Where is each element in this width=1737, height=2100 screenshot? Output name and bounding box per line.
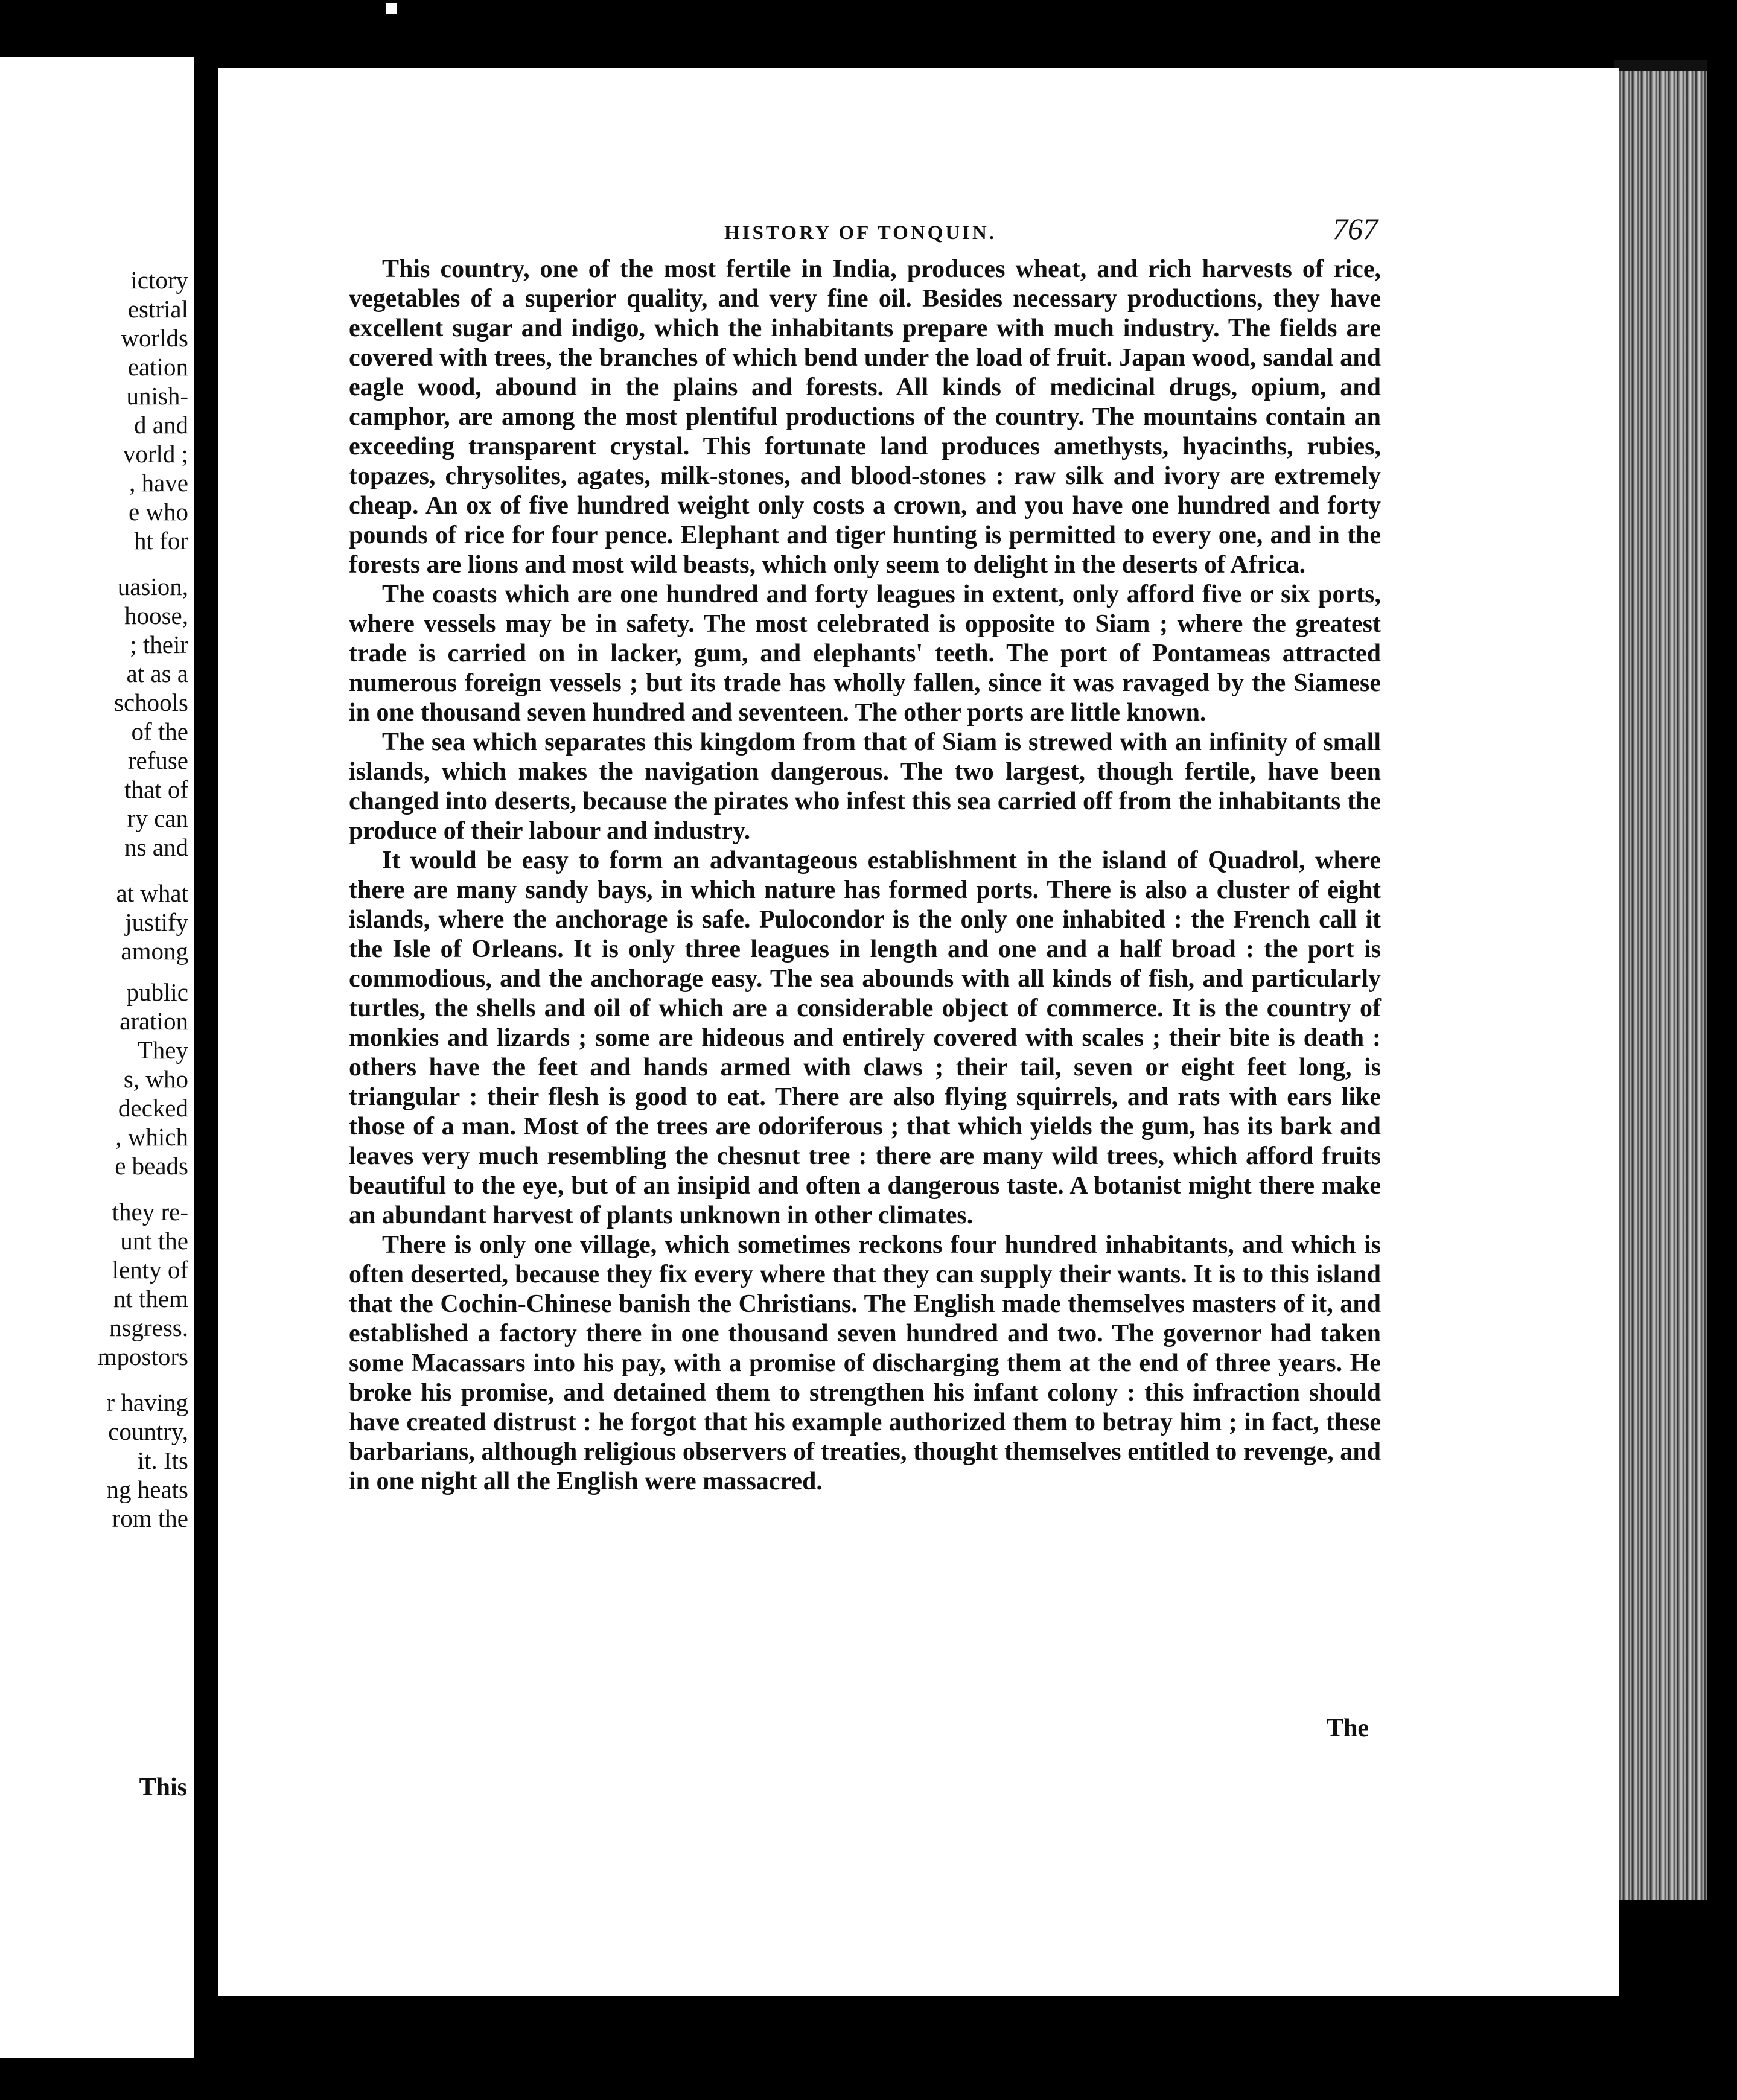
paragraph: It would be easy to form an advantageous establishment in the island of Quadrol, where there are many sandy bays, in which nature has formed ports. There is also a cluster of eight islands, where the anchorage is safe. Pulocondor is the only one inhabited : the French call it the Isle of Orleans. It is only three leagues in length and one and a half broad : the port is commodious, and the anchorage easy. The sea abounds with all kinds of fish, and particularly turtles, the shells and oil of which are a considerable object of commerce. It is the country of monkies and lizards ; some are hideous and entirely covered with scales ; their bite is death : others have the feet and hands armed with claws ; their tail, seven or eight feet long, is triangular : their flesh is good to eat. There are also flying squirrels, and rats with ears like those of a man. Most of the trees are odoriferous ; that which yields the gum, has its bark and leaves very much resembling the chesnut tree : there are many wild trees, which afford fruits beautiful to the eye, but of an insipid and often a dangerous taste. A botanist might there make an abundant harvest of plants unknown in other climates. xyxy=(349,847,1381,1229)
left-page-line: ng heats xyxy=(106,1475,188,1503)
left-page-line: , have xyxy=(129,469,188,497)
left-page-line: they re- xyxy=(112,1198,188,1226)
left-page-fragment xyxy=(0,57,194,2058)
left-page-line: among xyxy=(121,937,188,965)
paragraph: This country, one of the most fertile in India, produces wheat, and rich harvests of rice, vegetables of a superior quality, and very fine oil. Besides necessary productions, they have excellent sugar and indigo, which the inhabitants prepare with much industry. The fields are covered with trees, the branches of which bend under the load of fruit. Japan wood, sandal and eagle wood, abound in the plains and forests. All kinds of medicinal drugs, opium, and camphor, are among the most plentiful productions of the country. The mountains contain an exceeding transparent crystal. This fortunate land produces amethysts, hyacinths, rubies, topazes, chrysolites, agates, milk-stones, and blood-stones : raw silk and ivory are extremely cheap. An ox of five hundred weight only costs a crown, and you have one hundred and forty pounds of rice for four pence. Elephant and tiger hunting is permitted to every one, and in the forests are lions and most wild beasts, which only seem to delight in the deserts of Africa. xyxy=(349,255,1381,579)
left-page-line: uasion, xyxy=(117,573,188,600)
paragraph: The sea which separates this kingdom from that of Siam is strewed with an infinity of small islands, which makes the navigation dangerous. The two largest, though fertile, have been changed into deserts, because the pirates who infest this sea carried off from the inhabitants the produce of their labour and industry. xyxy=(349,728,1381,845)
left-page-line: nsgress. xyxy=(109,1314,188,1341)
left-page-line: eation xyxy=(127,353,188,381)
left-page-line: at as a xyxy=(126,660,188,687)
catchword: The xyxy=(1327,1714,1369,1742)
left-page-line: estrial xyxy=(127,295,188,323)
left-page-line: that of xyxy=(124,775,188,803)
left-page-line: ictory xyxy=(130,266,188,294)
left-page-line: ry can xyxy=(127,804,188,832)
left-page-line: rom the xyxy=(112,1504,188,1532)
left-page-line: ns and xyxy=(124,833,188,861)
left-page-line: ht for xyxy=(134,527,188,555)
left-page-line: lenty of xyxy=(112,1256,188,1284)
left-page-line: unt the xyxy=(120,1227,188,1255)
left-page-line: e who xyxy=(128,498,188,526)
left-page-line: hoose, xyxy=(124,602,188,629)
running-title: HISTORY OF TONQUIN. xyxy=(724,222,997,244)
left-page-line: of the xyxy=(131,718,188,745)
left-page-line: d and xyxy=(134,411,188,439)
left-page-line: at what xyxy=(116,879,188,907)
left-page-line: s, who xyxy=(123,1065,188,1093)
left-page-line: decked xyxy=(118,1094,188,1122)
left-page-line: , which xyxy=(115,1123,188,1151)
left-page-line: They xyxy=(137,1036,188,1064)
left-page-line: vorld ; xyxy=(123,440,188,468)
paragraph: There is only one village, which sometimes reckons four hundred inhabitants, and which is often deserted, because they fix every where that they can supply their wants. It is to this island that the Cochin-Chinese banish the Christians. The English made themselves masters of it, and established a factory there in one thousand seven hundred and two. The governor had taken some Macassars into his pay, with a promise of discharging them at the end of three years. He broke his promise, and detained them to strengthen his infant colony : this infraction should have created distrust : he forgot that his example authorized them to betray him ; in fact, these barbarians, although religious observers of treaties, thought themselves entitled to revenge, and in one night all the English were massacred. xyxy=(349,1231,1381,1495)
left-page-line: r having xyxy=(106,1389,188,1416)
left-page-line: mpostors xyxy=(97,1343,188,1370)
page-number: 767 xyxy=(1333,212,1378,246)
left-page-line: nt them xyxy=(113,1285,188,1312)
left-page-line: refuse xyxy=(127,746,188,774)
left-page-line: unish- xyxy=(126,382,188,410)
paragraph: The coasts which are one hundred and forty leagues in extent, only afford five or six ports, where vessels may be in safety. The most celebrated is opposite to Siam ; where the greatest trade is carried on in lacker, gum, and elephants' teeth. The port of Pontameas attracted numerous foreign vessels ; but its trade has wholly fallen, since it was ravaged by the Siamese in one thousand seven hundred and seventeen. The other ports are little known. xyxy=(349,581,1381,727)
body-text xyxy=(349,255,1381,1497)
left-page-line: aration xyxy=(120,1007,188,1035)
left-page-line: e beads xyxy=(115,1152,188,1180)
left-page-line: worlds xyxy=(121,324,188,352)
left-page-line: justify xyxy=(125,908,188,936)
left-page-line: it. Its xyxy=(137,1446,188,1474)
left-page-line: public xyxy=(126,978,188,1006)
left-page-catchword: This xyxy=(139,1774,187,1801)
left-page-line: ; their xyxy=(130,631,188,658)
book-page-edges xyxy=(1614,71,1707,1900)
left-page-line: country, xyxy=(108,1418,188,1445)
scan-speck xyxy=(386,3,397,14)
left-page-line: schools xyxy=(114,689,188,716)
